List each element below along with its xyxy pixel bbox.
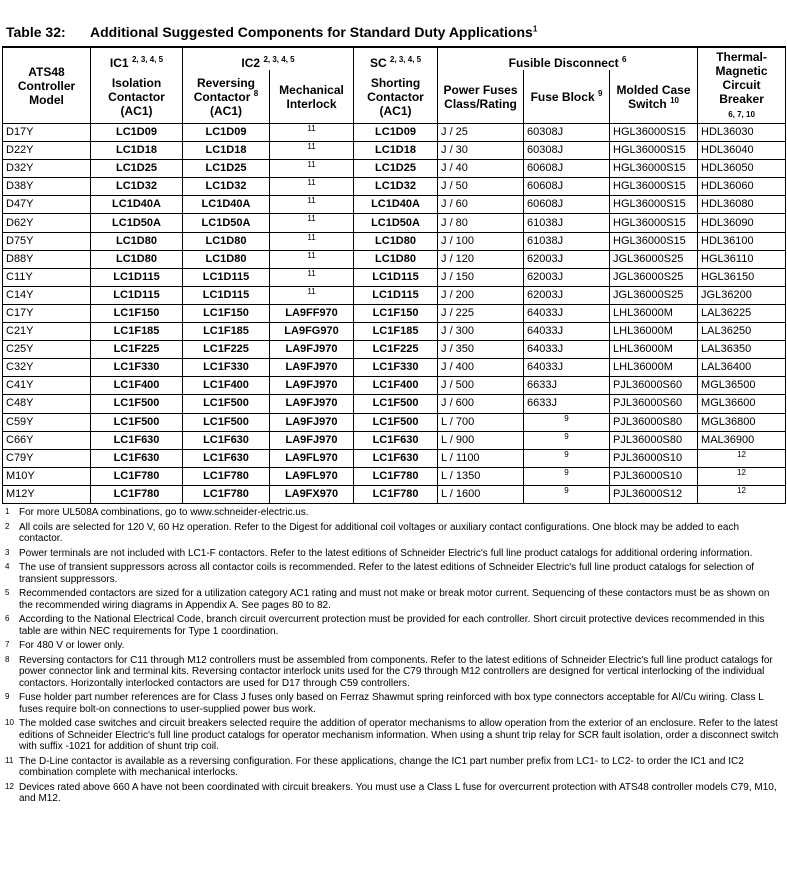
cell-sc: LC1D32 xyxy=(354,178,438,196)
cell-interlock: LA9FJ970 xyxy=(270,431,354,449)
cell-switch: PJL36000S60 xyxy=(610,395,698,413)
cell-interlock: LA9FF970 xyxy=(270,304,354,322)
cell-sc: LC1F630 xyxy=(354,431,438,449)
table-row xyxy=(3,178,786,196)
cell-switch: HGL36000S15 xyxy=(610,196,698,214)
footnote xyxy=(2,546,785,561)
footnote-text: The D-Line contactor is available as a reversing configuration. For these applications, change the IC1 part number prefix from LC1- to LC2- to order the IC1 and IC2 combination complete with mechanical interlocks. xyxy=(19,755,744,779)
table-row xyxy=(3,449,786,467)
footnote xyxy=(2,754,785,780)
table-row xyxy=(3,304,786,322)
cell-ic1: LC1D40A xyxy=(91,196,183,214)
footnote xyxy=(2,780,785,806)
footnote-text: For 480 V or lower only. xyxy=(19,640,125,652)
cell-fuse: J / 400 xyxy=(438,359,524,377)
cell-fuse: J / 350 xyxy=(438,341,524,359)
cell-fuse: J / 225 xyxy=(438,304,524,322)
footnote-text: For more UL508A combinations, go to www.schneider-electric.us. xyxy=(19,507,309,519)
cell-sc: LC1F185 xyxy=(354,323,438,341)
table-row xyxy=(3,467,786,485)
cell-breaker: 12 xyxy=(698,485,786,503)
cell-switch: LHL36000M xyxy=(610,359,698,377)
cell-ic1: LC1D09 xyxy=(91,124,183,142)
cell-fuse: J / 80 xyxy=(438,214,524,232)
cell-sc: LC1F225 xyxy=(354,341,438,359)
cell-fuse-block: 62003J xyxy=(524,250,610,268)
cell-breaker: MGL36800 xyxy=(698,413,786,431)
cell-interlock: LA9FJ970 xyxy=(270,359,354,377)
cell-fuse: L / 900 xyxy=(438,431,524,449)
footnote-text: Devices rated above 660 A have not been coordinated with circuit breakers. You must use a Class L fuse for overcurrent protection with ATS48 controller models C79, M10, and M12. xyxy=(19,781,777,805)
cell-model: C59Y xyxy=(3,413,91,431)
table-body xyxy=(3,124,786,504)
table-row xyxy=(3,142,786,160)
cell-model: D38Y xyxy=(3,178,91,196)
footnotes xyxy=(2,506,785,807)
cell-ic1: LC1F780 xyxy=(91,485,183,503)
cell-model: D32Y xyxy=(3,160,91,178)
cell-breaker: HDL36080 xyxy=(698,196,786,214)
footnote-number: 8 xyxy=(5,654,10,664)
footnote-text: According to the National Electrical Code, branch circuit overcurrent protection must be provided for each controller. Short circuit protective devices recommended in this table are within NEC requirements for Type 1 coordination. xyxy=(19,614,765,637)
cell-model: D88Y xyxy=(3,250,91,268)
table-header xyxy=(3,47,786,124)
cell-fuse: L / 1600 xyxy=(438,485,524,503)
cell-ic2: LC1F225 xyxy=(183,341,270,359)
cell-fuse: L / 1100 xyxy=(438,449,524,467)
cell-interlock: LA9FX970 xyxy=(270,485,354,503)
cell-sc: LC1D80 xyxy=(354,232,438,250)
footnote-text: The use of transient suppressors across all contactor coils is recommended. Refer to the latest editions of Schneider Electric's full line product catalogs for selection of transient suppressors. xyxy=(19,562,755,585)
cell-breaker: JGL36200 xyxy=(698,286,786,304)
cell-ic2: LC1D32 xyxy=(183,178,270,196)
cell-breaker: MGL36600 xyxy=(698,395,786,413)
header-shorting: Shorting Contactor (AC1) xyxy=(354,70,438,124)
cell-switch: LHL36000M xyxy=(610,304,698,322)
cell-fuse-block: 64033J xyxy=(524,323,610,341)
cell-model: C79Y xyxy=(3,449,91,467)
cell-switch: HGL36000S15 xyxy=(610,124,698,142)
cell-interlock: 11 xyxy=(270,142,354,160)
cell-fuse-block: 62003J xyxy=(524,286,610,304)
cell-breaker: HDL36060 xyxy=(698,178,786,196)
cell-interlock: LA9FJ970 xyxy=(270,413,354,431)
cell-breaker: LAL36400 xyxy=(698,359,786,377)
cell-breaker: HDL36030 xyxy=(698,124,786,142)
cell-ic1: LC1D25 xyxy=(91,160,183,178)
title-footnote-ref: 1 xyxy=(532,24,538,34)
cell-fuse-block: 64033J xyxy=(524,359,610,377)
cell-interlock: 11 xyxy=(270,124,354,142)
header-ic1-group: IC1 $^{2, 3, 4, 5}$ xyxy=(91,47,183,70)
cell-sc: LC1F630 xyxy=(354,449,438,467)
cell-fuse-block: 64033J xyxy=(524,304,610,322)
cell-ic1: LC1D80 xyxy=(91,250,183,268)
cell-model: D62Y xyxy=(3,214,91,232)
cell-ic2: LC1F500 xyxy=(183,413,270,431)
cell-fuse: J / 25 xyxy=(438,124,524,142)
header-switch: Molded Case Switch $^{10}$ xyxy=(610,70,698,124)
footnote-number: 6 xyxy=(5,614,10,624)
cell-ic1: LC1F500 xyxy=(91,413,183,431)
cell-breaker: 12 xyxy=(698,449,786,467)
footnote-number: 9 xyxy=(5,692,10,702)
cell-interlock: 11 xyxy=(270,232,354,250)
table-title-text xyxy=(90,24,537,40)
footnote-number: 10 xyxy=(5,718,14,728)
cell-sc: LC1D18 xyxy=(354,142,438,160)
cell-fuse-block: 9 xyxy=(524,485,610,503)
cell-fuse-block: 61038J xyxy=(524,232,610,250)
cell-breaker: HDL36100 xyxy=(698,232,786,250)
footnote-number: 11 xyxy=(5,755,14,765)
cell-breaker: LAL36250 xyxy=(698,323,786,341)
cell-sc: LC1D40A xyxy=(354,196,438,214)
table-row xyxy=(3,196,786,214)
cell-ic2: LC1F330 xyxy=(183,359,270,377)
cell-breaker: HGL36110 xyxy=(698,250,786,268)
cell-breaker: 12 xyxy=(698,467,786,485)
header-sc-group: SC $^{2, 3, 4, 5}$ xyxy=(354,47,438,70)
table-row xyxy=(3,395,786,413)
cell-breaker: LAL36225 xyxy=(698,304,786,322)
cell-switch: LHL36000M xyxy=(610,341,698,359)
cell-fuse: J / 150 xyxy=(438,268,524,286)
header-ic2-group: IC2 $^{2, 3, 4, 5}$ xyxy=(183,47,354,70)
footnote-number: 5 xyxy=(5,588,10,598)
cell-switch: HGL36000S15 xyxy=(610,142,698,160)
cell-interlock: 11 xyxy=(270,250,354,268)
cell-fuse: J / 60 xyxy=(438,196,524,214)
cell-ic1: LC1F500 xyxy=(91,395,183,413)
cell-sc: LC1F330 xyxy=(354,359,438,377)
cell-interlock: LA9FJ970 xyxy=(270,341,354,359)
cell-interlock: LA9FJ970 xyxy=(270,395,354,413)
cell-ic2: LC1D40A xyxy=(183,196,270,214)
cell-switch: PJL36000S10 xyxy=(610,467,698,485)
cell-model: D22Y xyxy=(3,142,91,160)
cell-ic1: LC1D80 xyxy=(91,232,183,250)
header-breaker: Thermal-Magnetic Circuit Breaker 6, 7, 10 xyxy=(698,47,786,124)
table-row xyxy=(3,250,786,268)
cell-switch: JGL36000S25 xyxy=(610,286,698,304)
table-row xyxy=(3,124,786,142)
cell-fuse-block: 9 xyxy=(524,431,610,449)
header-model: ATS48 Controller Model xyxy=(3,47,91,124)
cell-model: C41Y xyxy=(3,377,91,395)
cell-breaker: HDL36040 xyxy=(698,142,786,160)
cell-model: C11Y xyxy=(3,268,91,286)
cell-fuse-block: 9 xyxy=(524,467,610,485)
cell-switch: PJL36000S12 xyxy=(610,485,698,503)
cell-fuse-block: 60308J xyxy=(524,124,610,142)
cell-ic1: LC1D18 xyxy=(91,142,183,160)
footnote-text: Fuse holder part number references are for Class J fuses only based on Ferraz Shawmut spring reinforced with box type connectors acceptable for Al/Cu wiring. Class L fuses require bolt-on connections to user-supplied power bus work. xyxy=(19,692,764,715)
cell-sc: LC1F500 xyxy=(354,395,438,413)
cell-model: C48Y xyxy=(3,395,91,413)
table-row xyxy=(3,323,786,341)
cell-ic1: LC1F780 xyxy=(91,467,183,485)
footnote-text: Reversing contactors for C11 through M12 controllers must be assembled from components. Refer to the latest editions of Schneider Electric's full line product catalogs for power connector link and terminal kits. Reversing contactor interlock units used for the C79 through M12 controllers are designed for vertical interlocking of the individual contactors. Horizontally interlocked contactors are used for D17 through C59 controllers. xyxy=(19,654,773,689)
footnote-number: 12 xyxy=(5,781,14,791)
cell-sc: LC1F780 xyxy=(354,485,438,503)
cell-sc: LC1D09 xyxy=(354,124,438,142)
cell-interlock: LA9FJ970 xyxy=(270,377,354,395)
footnote xyxy=(2,639,785,654)
cell-sc: LC1F150 xyxy=(354,304,438,322)
cell-breaker: HDL36090 xyxy=(698,214,786,232)
cell-fuse: J / 120 xyxy=(438,250,524,268)
header-fusible-group: Fusible Disconnect $^6$ xyxy=(438,47,698,70)
cell-ic2: LC1F185 xyxy=(183,323,270,341)
title-text: Additional Suggested Components for Standard Duty Applications xyxy=(90,24,533,40)
cell-switch: PJL36000S80 xyxy=(610,413,698,431)
cell-switch: PJL36000S60 xyxy=(610,377,698,395)
header-fuses: Power Fuses Class/Rating xyxy=(438,70,524,124)
cell-ic2: LC1D25 xyxy=(183,160,270,178)
cell-model: C66Y xyxy=(3,431,91,449)
table-row xyxy=(3,341,786,359)
footnote-text: The molded case switches and circuit breakers selected require the addition of operator mechanisms to allow operation from the exterior of an enclosure. Refer to the latest editions of Schneider Electric's full line product catalogs for operator mechanism information. When using a shunt trip relay for SCR fault isolation, order a disconnect switch with suffix -1021 for addition of shunt trip coil. xyxy=(19,718,779,753)
components-table xyxy=(2,46,786,504)
cell-ic1: LC1F630 xyxy=(91,431,183,449)
cell-ic1: LC1D115 xyxy=(91,268,183,286)
cell-sc: LC1D115 xyxy=(354,268,438,286)
cell-switch: HGL36000S15 xyxy=(610,178,698,196)
cell-ic1: LC1F185 xyxy=(91,323,183,341)
table-row xyxy=(3,286,786,304)
table-number: Table 32: xyxy=(6,24,66,40)
cell-fuse-block: 6633J xyxy=(524,395,610,413)
cell-ic2: LC1F400 xyxy=(183,377,270,395)
cell-ic2: LC1D18 xyxy=(183,142,270,160)
cell-ic1: LC1F400 xyxy=(91,377,183,395)
footnote xyxy=(2,506,785,521)
cell-ic1: LC1D32 xyxy=(91,178,183,196)
cell-ic2: LC1F780 xyxy=(183,485,270,503)
cell-ic2: LC1F780 xyxy=(183,467,270,485)
cell-ic2: LC1D80 xyxy=(183,250,270,268)
cell-breaker: LAL36350 xyxy=(698,341,786,359)
cell-fuse-block: 60608J xyxy=(524,196,610,214)
cell-sc: LC1D50A xyxy=(354,214,438,232)
cell-model: D17Y xyxy=(3,124,91,142)
cell-switch: HGL36000S15 xyxy=(610,160,698,178)
cell-switch: PJL36000S10 xyxy=(610,449,698,467)
cell-interlock: 11 xyxy=(270,268,354,286)
cell-interlock: LA9FG970 xyxy=(270,323,354,341)
cell-fuse-block: 60608J xyxy=(524,178,610,196)
cell-ic2: LC1F630 xyxy=(183,449,270,467)
header-reversing: Reversing Contactor $^8$ (AC1) xyxy=(183,70,270,124)
cell-fuse: J / 30 xyxy=(438,142,524,160)
cell-model: M12Y xyxy=(3,485,91,503)
cell-fuse: J / 50 xyxy=(438,178,524,196)
footnote xyxy=(2,717,785,755)
cell-fuse-block: 61038J xyxy=(524,214,610,232)
cell-sc: LC1D115 xyxy=(354,286,438,304)
footnote-text: Recommended contactors are sized for a utilization category AC1 rating and must not make or break motor current. Sequencing of these contactors must be as shown on the recommended wiring diagrams in Appendix A. See pages 80 to 82. xyxy=(19,588,770,611)
cell-ic2: LC1F150 xyxy=(183,304,270,322)
cell-model: M10Y xyxy=(3,467,91,485)
cell-fuse: J / 300 xyxy=(438,323,524,341)
cell-interlock: 11 xyxy=(270,178,354,196)
cell-ic1: LC1D50A xyxy=(91,214,183,232)
table-row xyxy=(3,232,786,250)
cell-fuse: J / 200 xyxy=(438,286,524,304)
cell-fuse: J / 600 xyxy=(438,395,524,413)
cell-breaker: MGL36500 xyxy=(698,377,786,395)
footnote-number: 1 xyxy=(5,507,10,517)
cell-fuse-block: 60308J xyxy=(524,142,610,160)
cell-sc: LC1F780 xyxy=(354,467,438,485)
cell-model: C25Y xyxy=(3,341,91,359)
table-row xyxy=(3,485,786,503)
cell-fuse-block: 9 xyxy=(524,413,610,431)
cell-ic2: LC1D09 xyxy=(183,124,270,142)
table-row xyxy=(3,268,786,286)
table-row xyxy=(3,359,786,377)
table-row xyxy=(3,377,786,395)
cell-switch: JGL36000S25 xyxy=(610,250,698,268)
cell-fuse-block: 60608J xyxy=(524,160,610,178)
table-title xyxy=(2,24,785,46)
header-fuse-block: Fuse Block $^9$ xyxy=(524,70,610,124)
cell-model: C32Y xyxy=(3,359,91,377)
cell-ic1: LC1F225 xyxy=(91,341,183,359)
cell-interlock: 11 xyxy=(270,286,354,304)
cell-sc: LC1F500 xyxy=(354,413,438,431)
cell-switch: JGL36000S25 xyxy=(610,268,698,286)
table-row xyxy=(3,214,786,232)
cell-ic1: LC1F330 xyxy=(91,359,183,377)
cell-interlock: 11 xyxy=(270,214,354,232)
cell-ic2: LC1D50A xyxy=(183,214,270,232)
cell-ic2: LC1F630 xyxy=(183,431,270,449)
footnote xyxy=(2,520,785,546)
cell-ic2: LC1D115 xyxy=(183,286,270,304)
cell-ic1: LC1F150 xyxy=(91,304,183,322)
cell-sc: LC1F400 xyxy=(354,377,438,395)
cell-switch: PJL36000S80 xyxy=(610,431,698,449)
cell-switch: LHL36000M xyxy=(610,323,698,341)
cell-ic2: LC1F500 xyxy=(183,395,270,413)
cell-model: C21Y xyxy=(3,323,91,341)
footnote xyxy=(2,691,785,717)
cell-fuse-block: 64033J xyxy=(524,341,610,359)
cell-interlock: LA9FL970 xyxy=(270,467,354,485)
cell-fuse-block: 9 xyxy=(524,449,610,467)
cell-fuse: J / 500 xyxy=(438,377,524,395)
cell-ic2: LC1D115 xyxy=(183,268,270,286)
cell-interlock: 11 xyxy=(270,160,354,178)
cell-model: C17Y xyxy=(3,304,91,322)
cell-breaker: MAL36900 xyxy=(698,431,786,449)
cell-fuse: J / 40 xyxy=(438,160,524,178)
footnote-text: All coils are selected for 120 V, 60 Hz operation. Refer to the Digest for additional coil voltages or auxiliary contact configurations. One block may be added to each contactor. xyxy=(19,521,740,545)
footnote xyxy=(2,561,785,587)
table-row xyxy=(3,413,786,431)
cell-sc: LC1D80 xyxy=(354,250,438,268)
cell-model: D75Y xyxy=(3,232,91,250)
footnote xyxy=(2,613,785,639)
cell-interlock: LA9FL970 xyxy=(270,449,354,467)
cell-model: C14Y xyxy=(3,286,91,304)
cell-model: D47Y xyxy=(3,196,91,214)
table-row xyxy=(3,431,786,449)
cell-ic1: LC1F630 xyxy=(91,449,183,467)
cell-ic1: LC1D115 xyxy=(91,286,183,304)
footnote-number: 4 xyxy=(5,562,10,572)
cell-switch: HGL36000S15 xyxy=(610,232,698,250)
cell-breaker: HGL36150 xyxy=(698,268,786,286)
footnote-number: 2 xyxy=(5,521,10,531)
cell-fuse: J / 100 xyxy=(438,232,524,250)
header-interlock: Mechanical Interlock xyxy=(270,70,354,124)
cell-breaker: HDL36050 xyxy=(698,160,786,178)
cell-sc: LC1D25 xyxy=(354,160,438,178)
cell-fuse: L / 700 xyxy=(438,413,524,431)
footnote-number: 7 xyxy=(5,640,10,650)
footnote xyxy=(2,587,785,613)
cell-fuse-block: 62003J xyxy=(524,268,610,286)
cell-fuse: L / 1350 xyxy=(438,467,524,485)
footnote xyxy=(2,653,785,691)
footnote-number: 3 xyxy=(5,547,10,557)
table-row xyxy=(3,160,786,178)
cell-ic2: LC1D80 xyxy=(183,232,270,250)
cell-fuse-block: 6633J xyxy=(524,377,610,395)
header-isolation: Isolation Contactor (AC1) xyxy=(91,70,183,124)
cell-switch: HGL36000S15 xyxy=(610,214,698,232)
cell-interlock: 11 xyxy=(270,196,354,214)
footnote-text: Power terminals are not included with LC1-F contactors. Refer to the latest editions of Schneider Electric's full line product catalogs for additional ordering information. xyxy=(19,547,753,559)
